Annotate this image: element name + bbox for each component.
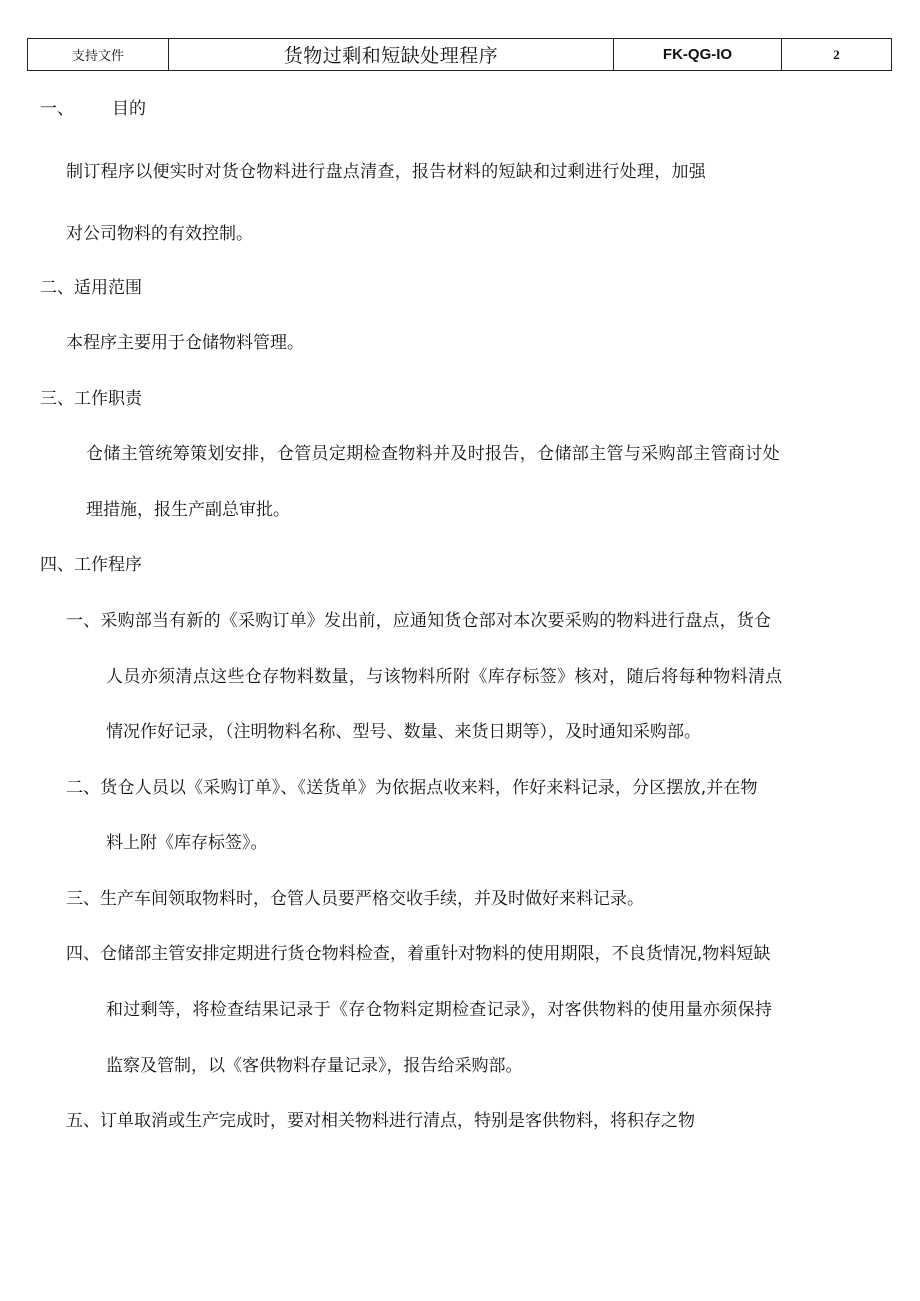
page-number-cell: 2 [833,46,840,62]
section-2-heading: 二、适用范围 [40,278,142,298]
procedure-2-line-2: 料上附《库存标签》。 [106,833,268,853]
doc-title-cell: 货物过剩和短缺处理程序 [169,39,614,70]
section-1-line-2: 对公司物料的有效控制。 [66,224,253,244]
procedure-4-line-2: 和过剩等，将检查结果记录于《存仓物料定期检查记录》，对客供物料的使用量亦须保持 [106,1000,773,1020]
doc-type-cell: 支持文件 [28,39,169,70]
section-1-title: 目的 [112,99,146,119]
procedure-1-line-3: 情况作好记录，（注明物料名称、型号、数量、来货日期等），及时通知采购部。 [106,722,701,742]
doc-code-cell: FK-QG-IO [614,39,782,70]
section-3-heading: 三、工作职责 [40,389,142,409]
procedure-3-line-1: 三、生产车间领取物料时，仓管人员要严格交收手续，并及时做好来料记录。 [66,889,644,909]
document-header-table [27,38,892,71]
procedure-1-line-2: 人员亦须清点这些仓存物料数量，与该物料所附《库存标签》核对，随后将每种物料清点 [106,667,783,687]
procedure-4-line-1: 四、仓储部主管安排定期进行货仓物料检查，着重针对物料的使用期限，不良货情况,物料短缺 [66,944,771,964]
section-3-line-2: 理措施，报生产副总审批。 [86,500,290,520]
procedure-2-line-1: 二、货仓人员以《采购订单》、《送货单》为依据点收来料，作好来料记录，分区摆放,并在物 [66,778,758,798]
section-1-number: 一、 [40,99,74,119]
procedure-4-line-3: 监察及管制，以《客供物料存量记录》，报告给采购部。 [106,1056,523,1076]
section-4-heading: 四、工作程序 [40,555,142,575]
procedure-5-line-1: 五、订单取消或生产完成时，要对相关物料进行清点，特别是客供物料，将积存之物 [66,1111,695,1131]
section-1-heading [40,97,146,121]
section-3-line-1: 仓储主管统筹策划安排，仓管员定期检查物料并及时报告，仓储部主管与采购部主管商讨处 [86,444,780,464]
section-2-line-1: 本程序主要用于仓储物料管理。 [66,333,304,353]
procedure-1-line-1: 一、采购部当有新的《采购订单》发出前，应通知货仓部对本次要采购的物料进行盘点，货仓 [66,611,772,631]
section-1-line-1: 制订程序以便实时对货仓物料进行盘点清查，报告材料的短缺和过剩进行处理，加强 [66,162,707,182]
